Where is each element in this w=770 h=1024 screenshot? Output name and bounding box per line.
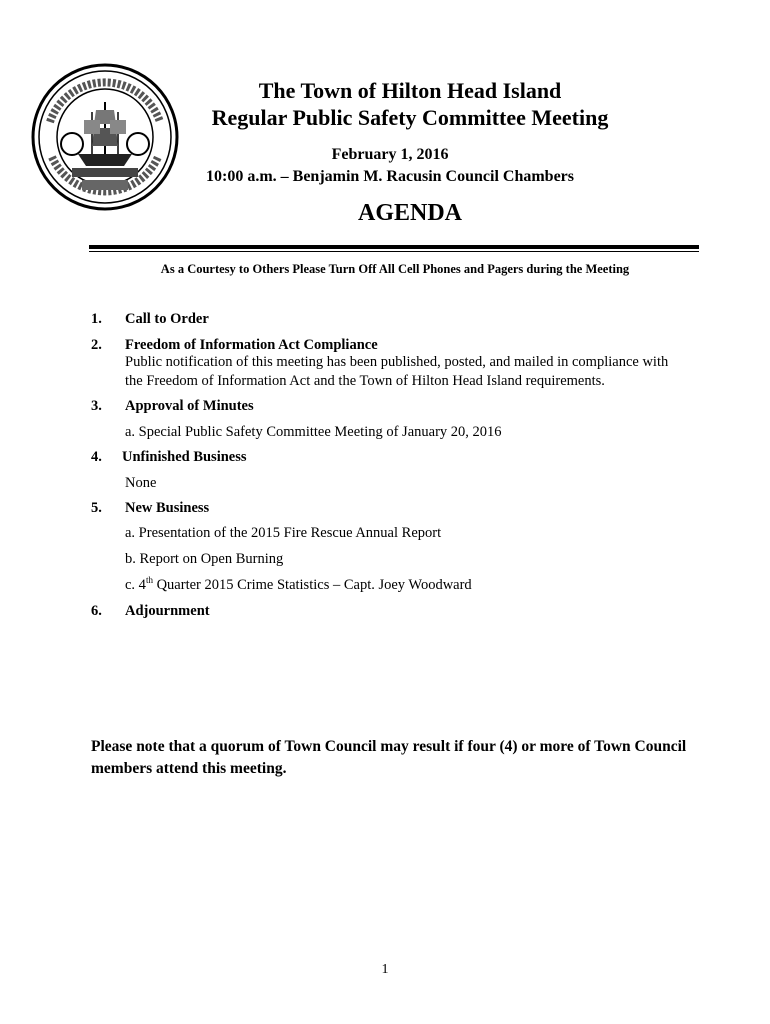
agenda-heading: AGENDA [357, 200, 462, 226]
meeting-date: February 1, 2016 [331, 146, 449, 163]
item-2-text-line1: Public notification of this meeting has been published, posted, and mailed in compliance with [125, 354, 669, 370]
item-5-sub-b: b. Report on Open Burning [125, 551, 284, 567]
item-1-number: 1. [91, 311, 102, 327]
item-1-heading: Call to Order [125, 311, 209, 327]
item-5-sub-c-prefix: c. 4 [125, 577, 146, 593]
item-3-sub-a: a. Special Public Safety Committee Meeting of January 20, 2016 [125, 424, 502, 440]
item-2-heading: Freedom of Information Act Compliance [125, 337, 378, 353]
town-seal-icon [30, 62, 180, 212]
item-6-heading: Adjournment [125, 603, 210, 619]
item-4-text: None [125, 475, 157, 491]
quorum-note: Please note that a quorum of Town Council may result if four (4) or more of Town Council members attend this meeting. [91, 738, 687, 777]
item-6-number: 6. [91, 603, 102, 619]
item-2-text-line2: the Freedom of Information Act and the Town of Hilton Head Island requirements. [125, 373, 605, 389]
item-5-sub-a: a. Presentation of the 2015 Fire Rescue Annual Report [125, 525, 442, 541]
item-5-heading: New Business [125, 500, 210, 516]
item-5-sub-c-rest: Quarter 2015 Crime Statistics – Capt. Joey Woodward [152, 577, 472, 593]
item-5-number: 5. [91, 500, 102, 516]
item-4-heading: Unfinished Business [122, 449, 247, 465]
item-3-heading: Approval of Minutes [125, 398, 254, 414]
courtesy-notice: As a Courtesy to Others Please Turn Off All Cell Phones and Pagers during the Meeting [160, 262, 630, 276]
title-town-name: The Town of Hilton Head Island [258, 78, 562, 103]
item-4-number: 4. [91, 449, 102, 465]
title-meeting-name: Regular Public Safety Committee Meeting [211, 105, 609, 130]
item-3-number: 3. [91, 398, 102, 414]
item-2-number: 2. [91, 337, 102, 353]
page-number: 1 [381, 962, 389, 977]
item-5-sub-c [125, 575, 472, 595]
meeting-time-location: 10:00 a.m. – Benjamin M. Racusin Council Chambers [205, 168, 574, 185]
item-5-sub-c-superscript: th [145, 575, 153, 586]
header-divider [89, 245, 699, 252]
